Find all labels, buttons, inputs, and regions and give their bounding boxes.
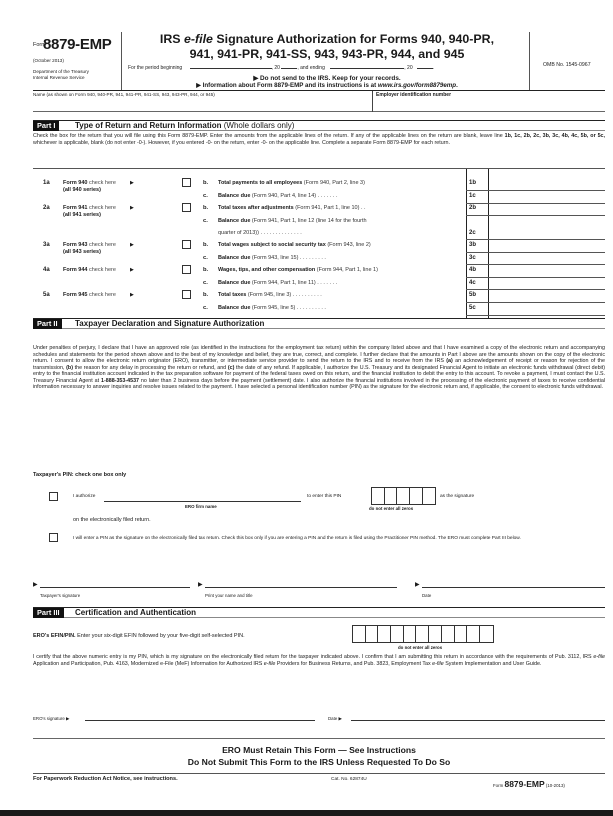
ero-efin-pin-cells[interactable] [352,625,494,643]
retain-form-notice: ERO Must Retain This Form — See Instructions [222,745,416,755]
title-efile: e-file [184,32,213,46]
pin-cell[interactable] [423,488,436,504]
check-here-text: check here [89,205,116,211]
amount-field[interactable] [489,265,605,276]
period-begin-field[interactable] [190,64,272,69]
info-notice [125,82,529,89]
amount-field[interactable] [489,303,605,314]
efin-cell[interactable] [480,626,493,642]
enter-pin-label: to enter this PIN [307,494,342,499]
part3-title: Certification and Authentication [75,608,197,617]
form-name: Form 941 [63,205,88,211]
amount-field[interactable] [489,253,605,264]
line-letter: b. [203,292,209,298]
line-letter: c. [203,305,208,311]
footer-form-rev: (10-2013) [544,783,565,788]
desc-rest: (Form 940, Part 2, line 3) [302,180,365,186]
form-type-label [63,205,116,211]
ero-signature-label: ERO's signature ▶ [33,716,70,721]
taxpayer-date-label: Date [422,593,432,598]
title-suffix: Signature Authorization for Forms 940, 940-PR, [212,32,495,46]
intro-a: Check the box for the return that you will file using this Form 8879-EMP. Enter the amounts from the applicable lines of the return. If any of the applicable lines on the return are blank, leave line [33,133,505,139]
form-8879-emp [33,0,605,816]
form-type-label [63,242,116,248]
cert-3: Providers for Business Returns, and Pub. 3823, Employment Tax [275,660,433,667]
series-label: (all 943 series) [63,249,101,255]
efin-cell[interactable] [378,626,391,642]
desc-bold: Total taxes [218,292,247,298]
form-title-line1 [125,32,529,46]
efin-cell[interactable] [467,626,480,642]
ero-date-field[interactable] [351,712,605,721]
period-end-dot: . [433,65,435,71]
period-beginning-label: For the period beginning [128,65,183,71]
line-code: 4b [469,267,477,273]
check-here-text: check here [89,180,116,186]
cert-1: I certify that the above numeric entry is my PIN, which is my signature on the electronically filed return for the taxpayer indicated above. I confirm that I am submitting this return in accordance with the requirements of Pub. 3112, IRS [33,654,594,660]
decl-5: no later than 2 business days before the payment (settlement) date. I also authorize the financial institutions involved in the processing of the electronic payment of taxes to receive confidential information necessary to answer inquiries and resolve issues related to the payment. I have selected a personal identification number (PIN) as the signature for the electronic return and, if applicable, the consent to electronic funds withdrawal. [33,377,605,391]
ein-cell [372,91,605,112]
part2-tag: Part II [33,319,62,329]
form-title-line2: 941, 941-PR, 941-SS, 943, 943-PR, 944, and 945 [189,47,465,61]
form-type-checkbox[interactable] [182,203,191,212]
line-description-cont: quarter of 2013)) . . . . . . . . . . . . . . [218,230,302,236]
print-name-title-label: Print your name and title [205,593,253,598]
print-name-title-field[interactable] [205,580,397,588]
series-label: (all 940 series) [63,187,101,193]
efin-cell[interactable] [366,626,379,642]
part1-header [33,120,605,131]
check-here-text: check here [89,242,116,248]
line-number: 5a [43,292,50,298]
desc-rest: (Form 941, Part 1, line 10) . . [293,205,366,211]
arrow-icon: ▶ [33,582,38,588]
taxpayer-pin-label: Taxpayer's PIN: check one box only [33,472,127,478]
line-number: 4a [43,267,50,273]
and-ending-label: , and ending [297,65,325,71]
desc-bold: Balance due [218,193,251,199]
footer-form-number: 8879-EMP [504,779,545,789]
line-code: 1b [469,180,477,186]
form-type-checkbox[interactable] [182,265,191,274]
pin-cell[interactable] [372,488,385,504]
pin-cell[interactable] [397,488,410,504]
line-description [218,218,466,224]
line-description [218,267,466,273]
desc-bold: Wages, tips, and other compensation [218,267,316,273]
arrow-icon: ▶ [130,205,134,211]
line-letter: c. [203,255,208,261]
line-letter: c. [203,218,208,224]
efin-text: Enter your six-digit EFIN followed by your five-digit self-selected PIN. [75,633,245,639]
service: Internal Revenue Service [33,75,85,80]
desc-bold: Total payments to all employees [218,180,303,186]
amount-field[interactable] [489,191,605,202]
form-name: Form 943 [63,242,88,248]
ero-efin-pin-instruction [33,633,245,639]
line-letter: b. [203,180,209,186]
arrow-icon: ▶ [130,292,134,298]
line-code: 5c [469,305,476,311]
desc-bold: Balance due [218,255,251,261]
desc-rest: (Form 940, Part 4, line 14) . . . . . . . [250,193,338,199]
efin-cell[interactable] [404,626,417,642]
row-divider [466,215,605,216]
desc-rest: (Form 944, Part 1, line 11) . . . . . . . [250,280,338,286]
name-label: Name (as shown on Form 940, 940-PR, 941, 941-PR, 941-SS, 943, 943-PR, 944, or 945) [33,92,215,97]
part1-title-note: (Whole dollars only) [221,121,295,130]
decl-b: (b) [66,364,73,371]
footer-form-id [493,774,565,792]
arrow-icon: ▶ [415,582,420,588]
taxpayer-signature-field[interactable] [40,580,190,588]
part3-header [33,607,605,618]
desc-rest: (Form 943, line 15) . . . . . . . . . [250,255,326,261]
name-field[interactable] [33,97,369,111]
desc-rest: (Form 943, line 2) [325,242,371,248]
line-code: 5b [469,292,477,298]
arrow-icon: ▶ [130,180,134,186]
efin-no-zeros-note: do not enter all zeros [398,645,443,650]
form-id-block [33,32,122,90]
line-code: 2b [469,205,477,211]
part1-title-text: Type of Return and Return Information [75,121,222,130]
revision-date: (October 2013) [33,58,64,63]
ero-firm-name-label: ERO firm name [185,504,217,509]
decl-4: the date of any refund. If applicable, I authorize the U.S. Treasury and its designated Financial Agent to initiate an electronic funds withdrawal (direct debit) entry to the financial institution account indicated in the tax preparation software for payment of the federal taxes owed on this return, and the financial institution to debit the entry to this account. To revoke a payment, I must contact the U.S. Treasury Financial Agent at [33,364,605,384]
ero-certification [33,654,605,667]
name-row [33,90,605,112]
line-letter: b. [203,205,209,211]
arrow-icon: ▶ [130,267,134,273]
line-description [218,255,466,261]
efin-cell[interactable] [416,626,429,642]
taxpayer-signature-label: Taxpayer's signature [40,593,81,598]
arrow-icon: ▶ [130,242,134,248]
efin-cell[interactable] [429,626,442,642]
info-url-link[interactable]: www.irs.gov/form8879emp [377,82,457,89]
form-type-checkbox[interactable] [182,290,191,299]
amount-field[interactable] [489,290,605,301]
ero-signature-field[interactable] [85,712,315,721]
do-not-send-notice: ▶ Do not send to the IRS. Keep for your records. [253,75,401,82]
part2-header [33,318,605,329]
form-type-checkbox[interactable] [182,178,191,187]
ein-field[interactable] [375,98,603,111]
efin-bold: ERO's EFIN/PIN. [33,633,76,639]
taxpayer-pin-cells[interactable] [371,487,436,505]
line-description [218,205,466,211]
pin-no-zeros-note: do not enter all zeros [369,506,414,511]
line-description [218,193,466,199]
divider [33,738,605,739]
pin-cell[interactable] [410,488,423,504]
desc-bold: Total taxes after adjustments [218,205,294,211]
line-code: 3b [469,242,477,248]
line-code: 3c [469,255,476,261]
omb-block [533,32,605,90]
on-efiled-return-text: on the electronically filed return. [73,517,151,523]
intro-bold: 1b, 1c, 2b, 2c, 3b, 3c, 4b, 4c, 5b, or 5c, [504,133,606,139]
line-description [218,180,466,186]
part2-title: Taxpayer Declaration and Signature Authorization [75,319,265,328]
line-code: 4c [469,280,476,286]
cert-efile-1: e-file [593,654,605,660]
form-type-label [63,180,116,186]
line-code: 1c [469,193,476,199]
row-divider [466,315,605,316]
line-number: 3a [43,242,50,248]
arrow-icon: ▶ [198,582,203,588]
form-number: 8879-EMP [43,36,112,53]
cert-4: System Implementation and User Guide. [443,660,542,667]
line-description [218,280,466,286]
department: Department of the Treasury [33,69,89,74]
desc-rest: (Form 945, line 3) . . . . . . . . . . [246,292,322,298]
line-letter: c. [203,193,208,199]
title-prefix: IRS [159,32,185,46]
intro-b: whichever is applicable, blank (do not enter -0-). However, if you entered -0- on the return, enter -0- on the applicable line. Complete a separate Form 8879-EMP for each return. [33,139,450,146]
check-here-text: check here [89,292,116,298]
pin-cell[interactable] [385,488,398,504]
form-type-label [63,267,116,273]
desc-rest: (Form 944, Part 1, line 1) [315,267,378,273]
cert-efile-3: e-file [432,660,444,667]
decl-phone: 1-888-353-4537 [101,377,140,384]
form-title-block [125,32,530,90]
part3-tag: Part III [33,608,64,618]
paperwork-notice: For Paperwork Reduction Act Notice, see instructions. [33,776,178,782]
line-description [218,292,466,298]
cert-efile-2: e-file [263,660,276,667]
efin-cell[interactable] [455,626,468,642]
line-number: 2a [43,205,50,211]
desc-rest: (Form 945, line 5) . . . . . . . . . . [250,305,326,311]
part1-title [75,121,294,131]
tax-period-row [128,64,528,71]
taxpayer-date-field[interactable] [422,580,605,588]
part1-instructions [33,133,605,146]
ein-label: Employer identification number [376,92,452,98]
info-suffix: . [456,82,458,89]
desc-bold: Total wages subject to social security tax [218,242,326,248]
amount-field[interactable] [489,240,605,251]
decl-3: the reason for any delay in processing the return or refund, and [72,364,228,371]
line-description [218,305,466,311]
line-letter: c. [203,280,208,286]
as-signature-label: as the signature [440,494,475,499]
line-letter: b. [203,242,209,248]
practitioner-pin-text: I will enter a PIN as the signature on the electronically filed tax return. Check this box only if you are entering a PIN and the return is filed using the Practitioner PIN method. The ERO must complete Part III below. [73,536,521,541]
part1-tag: Part I [33,121,59,131]
authorize-ero-checkbox[interactable] [49,492,58,501]
year-prefix-1: , 20 [271,65,280,71]
form-name: Form 945 [63,292,88,298]
form-type-label [63,292,116,298]
form-name: Form 940 [63,180,88,186]
desc-bold: Balance due [218,305,251,311]
cert-2: Application and Participation, Pub. 4163, Modernized e-File (MeF) Information for Authorized IRS [33,660,264,667]
line-description [218,242,466,248]
decl-c: (c) [227,364,235,371]
omb-number: OMB No. 1545-0967 [543,62,591,68]
period-end-field[interactable] [330,64,404,69]
desc-bold: Balance due [218,280,251,286]
efin-cell[interactable] [353,626,366,642]
i-authorize-label: I authorize [73,494,96,499]
form-type-checkbox[interactable] [182,240,191,249]
footer-form-prefix: Form [493,783,505,788]
desc-rest: (Form 941, Part 1, line 12 (line 14 for the fourth [250,218,367,224]
amount-field[interactable] [489,178,605,189]
check-here-text: check here [89,267,116,273]
cat-number: Cat. No. 62874U [331,777,367,782]
efin-cell[interactable] [391,626,404,642]
line-code: 2c [469,230,476,236]
efin-cell[interactable] [442,626,455,642]
period-end-year-field[interactable] [417,64,433,69]
ero-date-label: Date ▶ [328,716,342,721]
do-not-submit-notice: Do Not Submit This Form to the IRS Unless Requested To Do So [187,757,451,767]
line-letter: b. [203,267,209,273]
taxpayer-declaration [33,345,605,391]
amount-field[interactable] [489,278,605,289]
line-number: 1a [43,180,50,186]
amount-field[interactable] [489,228,605,239]
form-prefix: Form [33,42,46,48]
page-bottom-bar [0,810,613,816]
decl-1: Under penalties of perjury, I declare that I have an approved role (as identified in the instructions for the employment tax return) within the company listed above and that I have examined a copy of the electronic return and accompanying schedules and statements for the period shown above and to the best of my knowledge and belief, they are true, correct, and complete. I further declare that the amounts in Part I above are the amounts shown on the copy of the electronic return. I consent to allow the electronic return originator (ERO), transmitter, or intermediate service provider to send the return to the IRS and to receive from the IRS [33,345,605,365]
decl-2: an acknowledgement of receipt or reason for rejection of the transmission, [33,358,605,371]
form-name: Form 944 [63,267,88,273]
info-prefix: ▶ Information about Form 8879-EMP and its instructions is at [196,82,378,89]
period-begin-year-field[interactable] [281,64,297,69]
decl-a: (a) [446,358,453,365]
desc-bold: Balance due [218,218,251,224]
year-prefix-2: , 20 [404,65,413,71]
ero-firm-name-field[interactable] [104,494,301,502]
series-label: (all 941 series) [63,212,101,218]
practitioner-pin-checkbox[interactable] [49,533,58,542]
amount-field[interactable] [489,203,605,214]
part1-separator [33,168,605,169]
